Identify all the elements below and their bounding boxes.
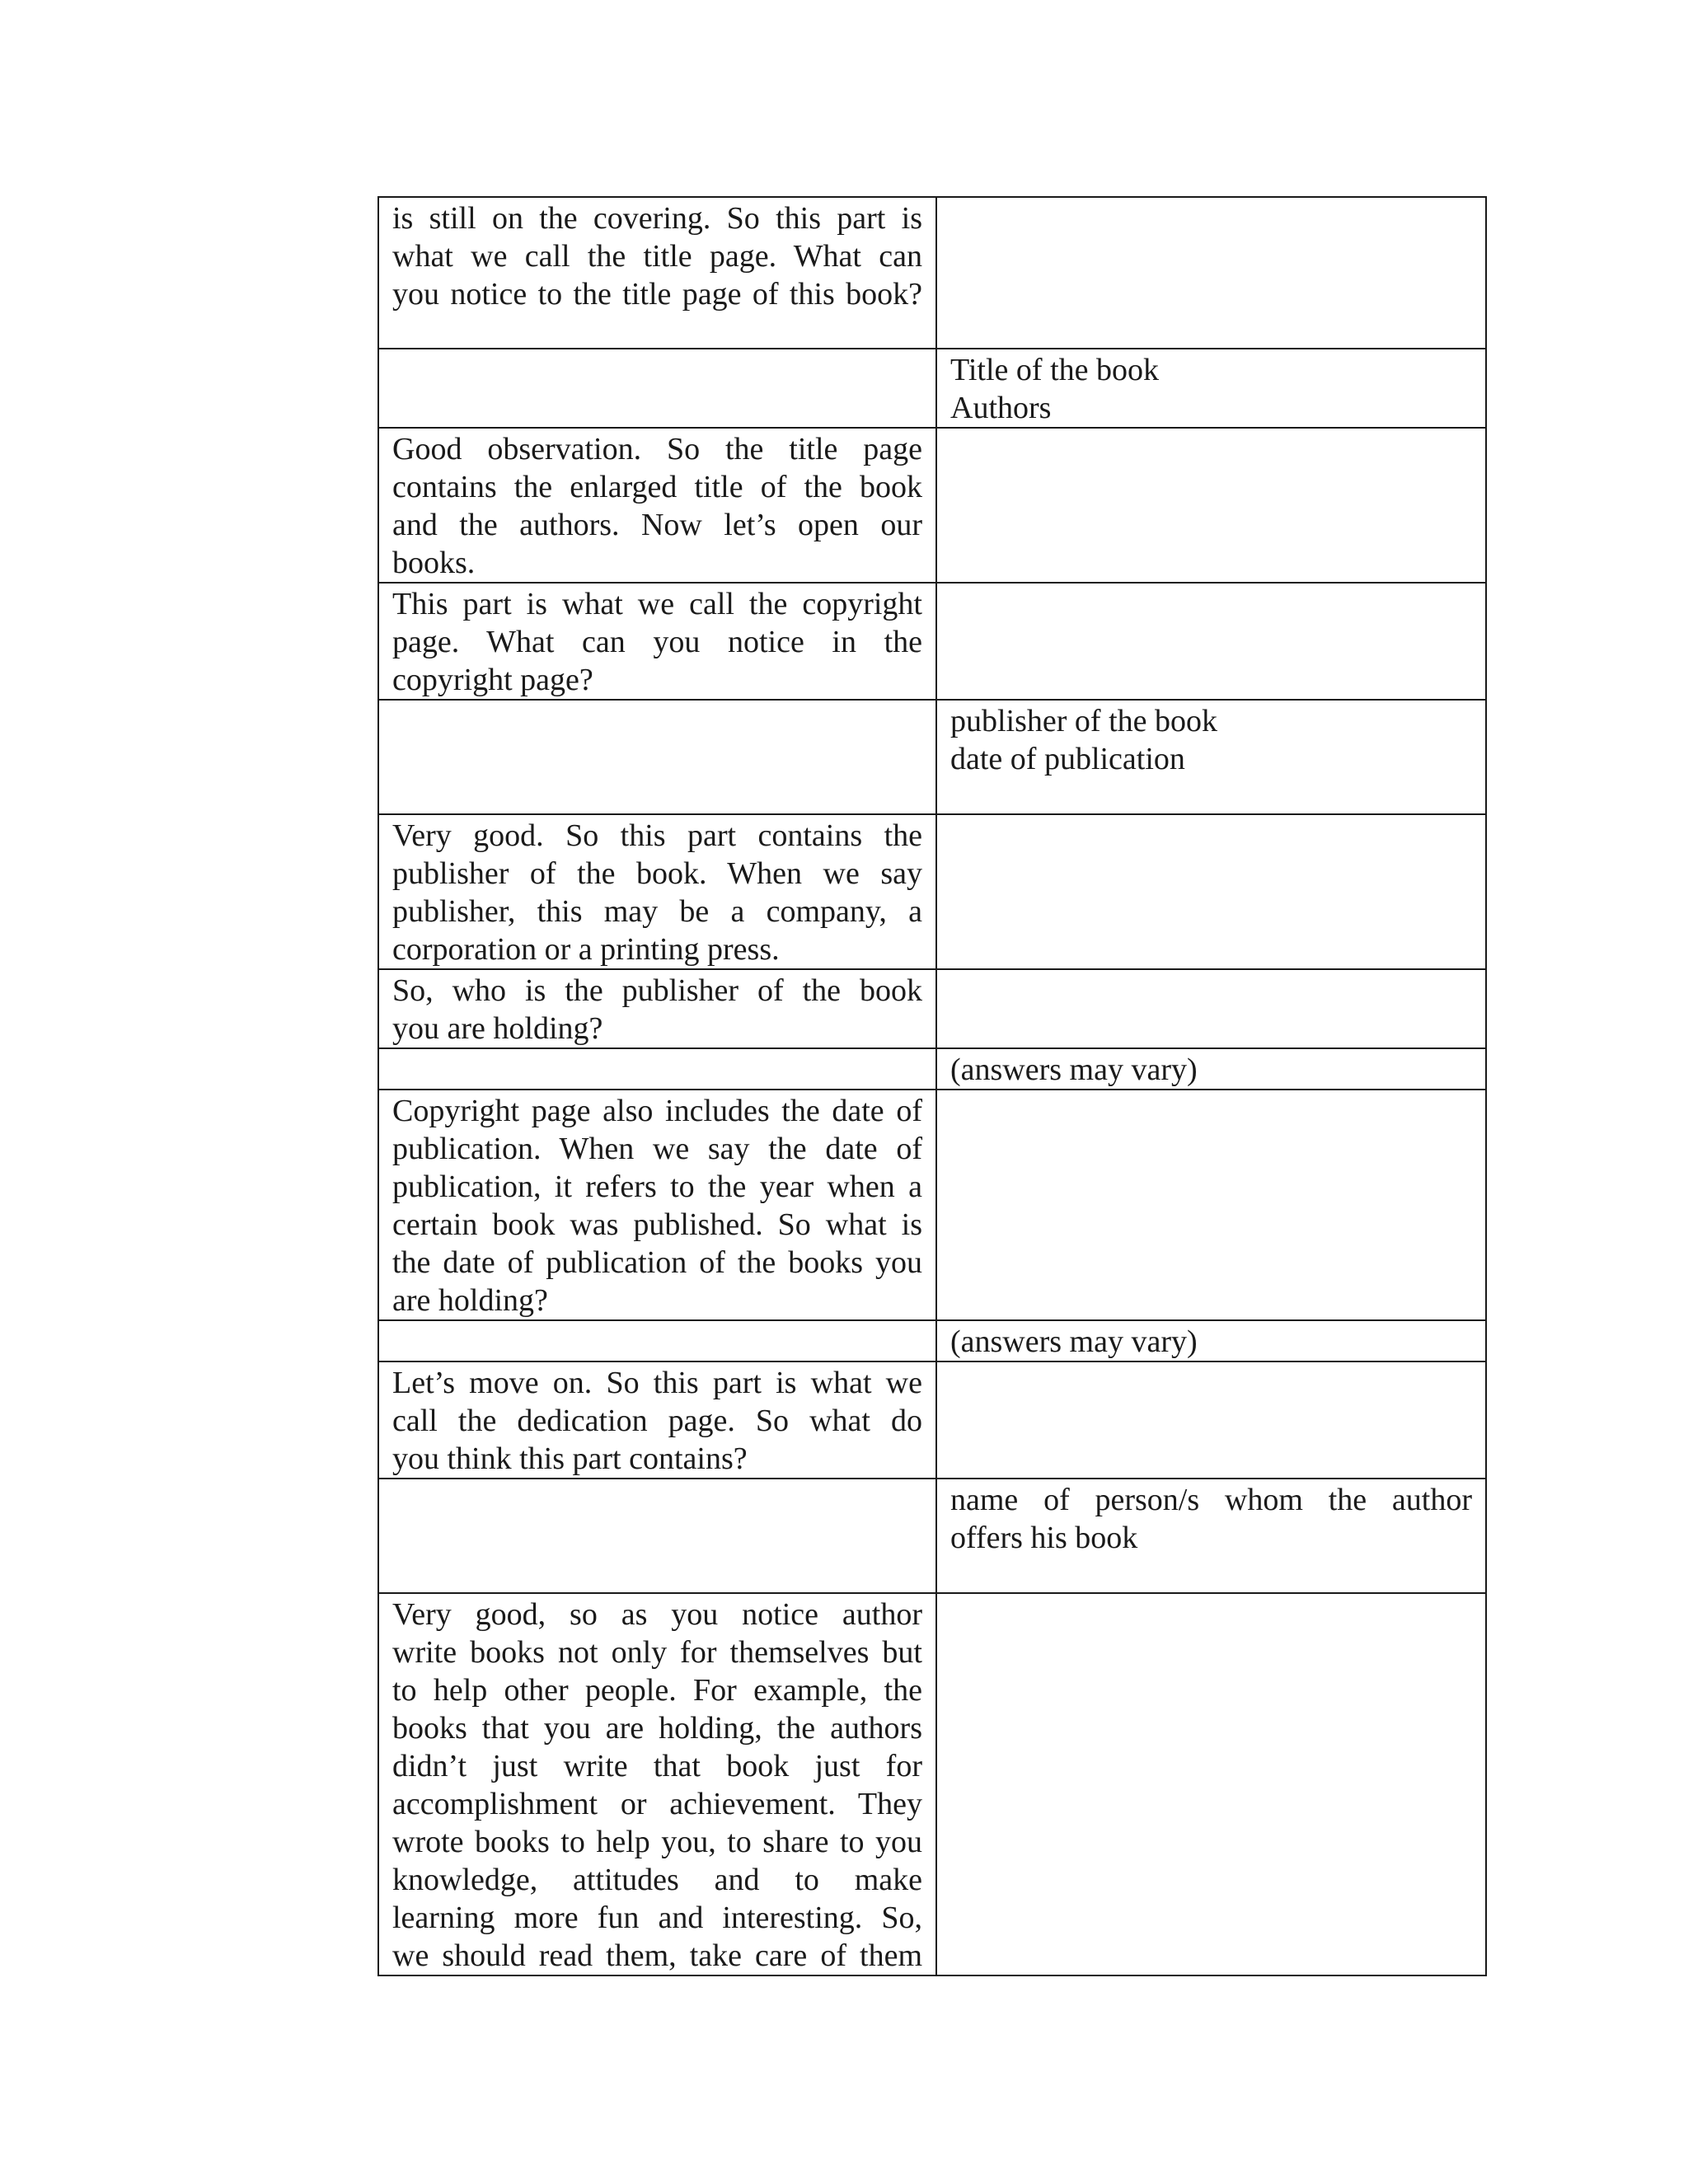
lesson-dialogue-table xyxy=(377,196,1487,1976)
table-row xyxy=(378,700,1486,814)
pupil-cell xyxy=(936,1593,1486,1975)
text-line: name of person/s whom the author xyxy=(950,1483,1472,1517)
text-line: the date of publication of the books you xyxy=(392,1245,922,1280)
table-row xyxy=(378,583,1486,700)
pupil-cell xyxy=(936,1090,1486,1320)
text-line: call the dedication page. So what do xyxy=(392,1404,922,1438)
pupil-cell xyxy=(936,814,1486,969)
text-line: Good observation. So the title page xyxy=(392,432,922,466)
teacher-cell xyxy=(378,969,936,1048)
text-line: books. xyxy=(392,546,476,580)
pupil-cell xyxy=(936,349,1486,428)
text-line: Authors xyxy=(950,391,1052,425)
text-line: Title of the book xyxy=(950,353,1159,387)
teacher-cell xyxy=(378,583,936,700)
pupil-cell xyxy=(936,700,1486,814)
text-line: So, who is the publisher of the book xyxy=(392,973,922,1008)
pupil-cell xyxy=(936,1479,1486,1593)
text-line: This part is what we call the copyright xyxy=(392,587,922,621)
text-line: corporation or a printing press. xyxy=(392,932,780,967)
text-line: offers his book xyxy=(950,1521,1138,1555)
text-line: Copyright page also includes the date of xyxy=(392,1094,922,1128)
teacher-cell xyxy=(378,1048,936,1090)
text-line: publisher of the book. When we say xyxy=(392,856,922,891)
pupil-cell xyxy=(936,969,1486,1048)
table-row xyxy=(378,428,1486,583)
teacher-cell xyxy=(378,197,936,349)
table-row xyxy=(378,1593,1486,1975)
pupil-cell xyxy=(936,1320,1486,1361)
table-row xyxy=(378,969,1486,1048)
teacher-cell xyxy=(378,428,936,583)
text-line: you are holding? xyxy=(392,1011,603,1046)
text-line: you think this part contains? xyxy=(392,1441,748,1476)
table-row xyxy=(378,814,1486,969)
teacher-cell xyxy=(378,700,936,814)
text-line: accomplishment or achievement. They xyxy=(392,1787,922,1821)
text-line: what we call the title page. What can xyxy=(392,239,922,274)
text-line: publication. When we say the date of xyxy=(392,1132,922,1166)
teacher-cell xyxy=(378,1361,936,1479)
teacher-cell xyxy=(378,814,936,969)
text-line: (answers may vary) xyxy=(950,1324,1198,1359)
text-line: knowledge, attitudes and to make xyxy=(392,1863,922,1897)
text-line: page. What can you notice in the xyxy=(392,625,922,659)
teacher-cell xyxy=(378,1090,936,1320)
text-line: publisher, this may be a company, a xyxy=(392,894,922,929)
table-row xyxy=(378,1090,1486,1320)
teacher-cell xyxy=(378,349,936,428)
table-row xyxy=(378,1479,1486,1593)
text-line: certain book was published. So what is xyxy=(392,1207,922,1242)
text-line: wrote books to help you, to share to you xyxy=(392,1825,922,1859)
text-line: Very good. So this part contains the xyxy=(392,818,922,853)
text-line: and the authors. Now let’s open our xyxy=(392,508,922,542)
pupil-cell xyxy=(936,583,1486,700)
text-line: copyright page? xyxy=(392,663,593,697)
pupil-cell xyxy=(936,1361,1486,1479)
text-line: (answers may vary) xyxy=(950,1052,1198,1087)
text-line: learning more fun and interesting. So, xyxy=(392,1900,922,1935)
table-row xyxy=(378,1361,1486,1479)
text-line: are holding? xyxy=(392,1283,548,1318)
teacher-cell xyxy=(378,1479,936,1593)
pupil-cell xyxy=(936,197,1486,349)
table-row xyxy=(378,197,1486,349)
table-row xyxy=(378,349,1486,428)
teacher-cell xyxy=(378,1320,936,1361)
teacher-cell xyxy=(378,1593,936,1975)
text-line: you notice to the title page of this book? xyxy=(392,277,922,312)
text-line: write books not only for themselves but xyxy=(392,1635,922,1670)
pupil-cell xyxy=(936,1048,1486,1090)
table-row xyxy=(378,1048,1486,1090)
text-line: we should read them, take care of them xyxy=(392,1938,922,1973)
text-line: Very good, so as you notice author xyxy=(392,1597,922,1632)
text-line: books that you are holding, the authors xyxy=(392,1711,922,1746)
text-line: publisher of the book xyxy=(950,704,1218,738)
text-line: to help other people. For example, the xyxy=(392,1673,922,1708)
text-line: is still on the covering. So this part is xyxy=(392,201,922,236)
text-line: publication, it refers to the year when a xyxy=(392,1169,922,1204)
text-line: Let’s move on. So this part is what we xyxy=(392,1366,922,1400)
pupil-cell xyxy=(936,428,1486,583)
text-line: date of publication xyxy=(950,742,1185,776)
text-line: contains the enlarged title of the book xyxy=(392,470,922,504)
table-row xyxy=(378,1320,1486,1361)
text-line: didn’t just write that book just for xyxy=(392,1749,922,1783)
